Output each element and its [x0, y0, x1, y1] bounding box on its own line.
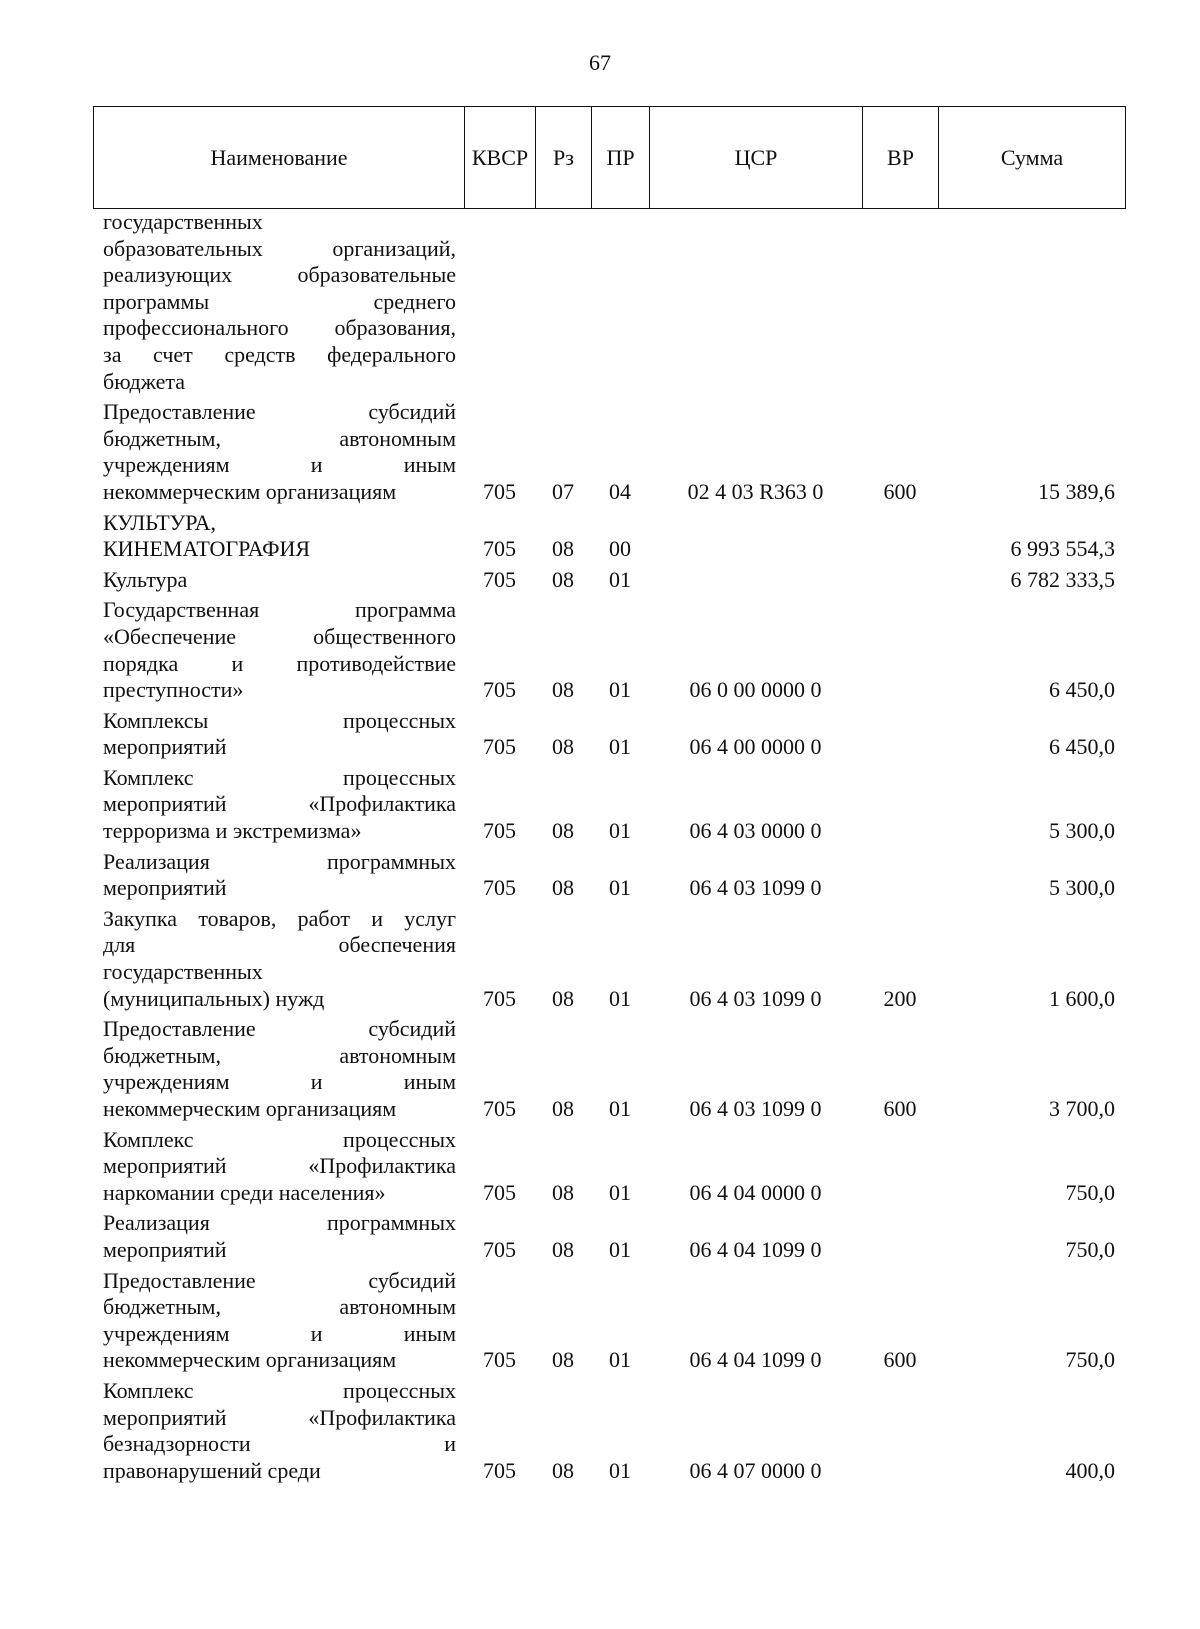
row-pr: 01	[609, 985, 631, 1011]
header-name: Наименование	[94, 107, 465, 209]
row-vr	[862, 209, 938, 399]
row-sum: 3 700,0	[1049, 1096, 1115, 1121]
row-name	[93, 567, 464, 598]
row-rz	[535, 209, 591, 399]
row-csr: 06 4 04 1099 0	[689, 1347, 822, 1373]
row-name-line: некоммерческим организациям	[103, 1347, 397, 1373]
row-kvsr: 705	[483, 536, 516, 562]
row-name	[93, 765, 464, 849]
row-name	[93, 510, 464, 567]
row-name-line: мероприятий «Профилактика	[103, 1404, 456, 1430]
header-rz: Рз	[536, 107, 592, 209]
row-kvsr: 705	[483, 875, 516, 901]
row-name-line: безнадзорности и	[103, 1431, 456, 1457]
row-name-line: бюджетным, автономным	[103, 1042, 456, 1068]
row-name-line: Комплексы процессных	[103, 707, 456, 733]
row-name-line: КИНЕМАТОГРАФИЯ	[103, 536, 311, 562]
row-vr: 600	[883, 478, 917, 504]
header-pr: ПР	[592, 107, 650, 209]
row-name-line: Закупка товаров, работ и услуг	[103, 905, 456, 931]
header-sum: Сумма	[939, 107, 1126, 209]
row-name-line: учреждениям и иным	[103, 1069, 456, 1095]
row-csr: 02 4 03 R363 0	[687, 478, 824, 504]
table-row	[93, 567, 1125, 598]
row-kvsr: 705	[483, 478, 516, 504]
row-name-line: КУЛЬТУРА,	[103, 509, 217, 535]
row-name-line: для обеспечения	[103, 932, 456, 958]
row-name	[93, 399, 464, 509]
row-kvsr: 705	[483, 1236, 516, 1262]
row-sum: 400,0	[1065, 1457, 1115, 1483]
row-name-line: терроризма и экстремизма»	[103, 818, 362, 844]
row-name-line: профессионального образования,	[103, 315, 456, 341]
row-sum: 6 782 333,5	[1010, 566, 1115, 592]
header-csr: ЦСР	[650, 107, 863, 209]
row-pr	[591, 209, 649, 399]
table-row	[93, 849, 1125, 906]
row-name	[93, 1378, 464, 1488]
table-row	[93, 1268, 1125, 1378]
table-row	[93, 906, 1125, 1016]
row-pr: 01	[609, 1236, 631, 1262]
row-name-line: Предоставление субсидий	[103, 1267, 456, 1293]
row-vr	[862, 849, 938, 906]
row-kvsr: 705	[483, 1347, 516, 1373]
row-csr: 06 4 03 0000 0	[689, 818, 822, 844]
row-name-line: порядка и противодействие	[103, 650, 456, 676]
row-rz: 08	[552, 985, 574, 1011]
row-vr	[862, 597, 938, 707]
row-vr: 200	[883, 985, 917, 1011]
row-name-line: учреждениям и иным	[103, 1320, 456, 1346]
row-name-line: учреждениям и иным	[103, 452, 456, 478]
row-pr: 01	[609, 1096, 631, 1121]
row-name-line: «Обеспечение общественного	[103, 623, 456, 649]
row-pr: 01	[609, 1347, 631, 1373]
row-name-line: Государственная программа	[103, 597, 456, 623]
row-csr: 06 4 03 1099 0	[689, 985, 822, 1011]
row-csr: 06 4 04 1099 0	[689, 1236, 822, 1262]
row-sum: 750,0	[1065, 1236, 1115, 1262]
row-name-line: мероприятий	[103, 734, 227, 760]
row-sum: 750,0	[1065, 1179, 1115, 1205]
row-rz: 08	[552, 818, 574, 844]
table-row	[93, 399, 1125, 509]
row-pr: 04	[609, 478, 631, 504]
row-csr: 06 4 03 1099 0	[689, 1096, 822, 1121]
table-row	[93, 510, 1125, 567]
row-name-line: бюджетным, автономным	[103, 1294, 456, 1320]
row-sum: 6 993 554,3	[1010, 536, 1115, 562]
row-name	[93, 1268, 464, 1378]
row-rz: 08	[552, 566, 574, 592]
row-name-line: некоммерческим организациям	[103, 478, 397, 504]
row-name-line: государственных	[103, 959, 263, 985]
row-sum: 750,0	[1065, 1347, 1115, 1373]
page-number: 67	[589, 50, 611, 75]
row-sum: 6 450,0	[1049, 734, 1115, 760]
row-pr: 00	[609, 536, 631, 562]
row-vr: 600	[883, 1096, 917, 1121]
row-vr	[862, 1127, 938, 1211]
table-row	[93, 597, 1125, 707]
row-name-line: бюджетным, автономным	[103, 425, 456, 451]
row-vr	[862, 765, 938, 849]
row-sum: 6 450,0	[1049, 677, 1115, 703]
row-sum: 1 600,0	[1049, 985, 1115, 1011]
table-row	[93, 765, 1125, 849]
table-row	[93, 708, 1125, 765]
row-name-line: Культура	[103, 566, 188, 592]
row-rz: 08	[552, 1179, 574, 1205]
row-rz: 08	[552, 1096, 574, 1121]
row-vr	[862, 1210, 938, 1267]
row-name-line: (муниципальных) нужд	[103, 985, 325, 1011]
row-name-line: Комплекс процессных	[103, 1377, 456, 1403]
table-row	[93, 209, 1125, 399]
row-name	[93, 597, 464, 707]
row-name-line: наркомании среди населения»	[103, 1179, 386, 1205]
row-name	[93, 1210, 464, 1267]
row-sum: 5 300,0	[1049, 875, 1115, 901]
row-kvsr: 705	[483, 1179, 516, 1205]
row-name	[93, 708, 464, 765]
row-csr	[649, 510, 862, 567]
row-kvsr: 705	[483, 734, 516, 760]
row-kvsr: 705	[483, 818, 516, 844]
row-name-line: Комплекс процессных	[103, 1126, 456, 1152]
row-sum: 5 300,0	[1049, 818, 1115, 844]
row-rz: 08	[552, 1236, 574, 1262]
table-row	[93, 1378, 1125, 1488]
header-kvsr: КВСР	[465, 107, 536, 209]
row-vr	[862, 1378, 938, 1488]
row-csr: 06 4 00 0000 0	[689, 734, 822, 760]
row-rz: 08	[552, 1347, 574, 1373]
row-pr: 01	[609, 818, 631, 844]
row-rz: 08	[552, 536, 574, 562]
row-name-line: Предоставление субсидий	[103, 399, 456, 425]
table-row	[93, 1210, 1125, 1267]
row-vr	[862, 567, 938, 598]
row-name	[93, 906, 464, 1016]
row-name-line: мероприятий «Профилактика	[103, 791, 456, 817]
row-name-line: Комплекс процессных	[103, 764, 456, 790]
row-vr	[862, 708, 938, 765]
row-name	[93, 849, 464, 906]
row-sum	[938, 209, 1125, 399]
row-name	[93, 1016, 464, 1126]
row-csr: 06 0 00 0000 0	[689, 677, 822, 703]
row-pr: 01	[609, 677, 631, 703]
row-csr: 06 4 03 1099 0	[689, 875, 822, 901]
row-name-line: программы среднего	[103, 288, 456, 314]
row-name-line: государственных	[103, 209, 263, 234]
row-pr: 01	[609, 875, 631, 901]
row-vr	[862, 510, 938, 567]
row-pr: 01	[609, 734, 631, 760]
table-header	[93, 106, 1126, 209]
row-pr: 01	[609, 1179, 631, 1205]
header-vr: ВР	[863, 107, 939, 209]
table-row	[93, 1127, 1125, 1211]
row-kvsr: 705	[483, 566, 516, 592]
table-row	[93, 1016, 1125, 1126]
row-name-line: мероприятий	[103, 875, 227, 901]
row-name-line: мероприятий	[103, 1236, 227, 1262]
row-vr: 600	[883, 1347, 917, 1373]
row-name	[93, 209, 464, 399]
row-name-line: преступности»	[103, 677, 244, 703]
row-name-line: бюджета	[103, 368, 186, 394]
row-kvsr: 705	[483, 1096, 516, 1121]
row-pr: 01	[609, 1457, 631, 1483]
row-name-line: Реализация программных	[103, 848, 456, 874]
row-kvsr: 705	[483, 677, 516, 703]
row-name-line: Предоставление субсидий	[103, 1016, 456, 1042]
row-name-line: правонарушений среди	[103, 1457, 321, 1483]
row-sum: 15 389,6	[1038, 478, 1115, 504]
row-kvsr: 705	[483, 1457, 516, 1483]
row-name-line: образовательных организаций,	[103, 235, 456, 261]
row-name-line: Реализация программных	[103, 1210, 456, 1236]
row-kvsr: 705	[483, 985, 516, 1011]
row-name	[93, 1127, 464, 1211]
row-csr	[649, 567, 862, 598]
row-rz: 07	[552, 478, 574, 504]
row-name-line: за счет средств федерального	[103, 341, 456, 367]
budget-table-body	[93, 209, 1125, 1488]
row-name-line: реализующих образовательные	[103, 262, 456, 288]
row-name-line: мероприятий «Профилактика	[103, 1153, 456, 1179]
row-rz: 08	[552, 677, 574, 703]
row-rz: 08	[552, 734, 574, 760]
row-pr: 01	[609, 566, 631, 592]
row-kvsr	[464, 209, 535, 399]
row-name-line: некоммерческим организациям	[103, 1096, 397, 1121]
row-rz: 08	[552, 1457, 574, 1483]
row-csr: 06 4 07 0000 0	[689, 1457, 822, 1483]
row-csr	[649, 209, 862, 399]
row-rz: 08	[552, 875, 574, 901]
row-csr: 06 4 04 0000 0	[689, 1179, 822, 1205]
